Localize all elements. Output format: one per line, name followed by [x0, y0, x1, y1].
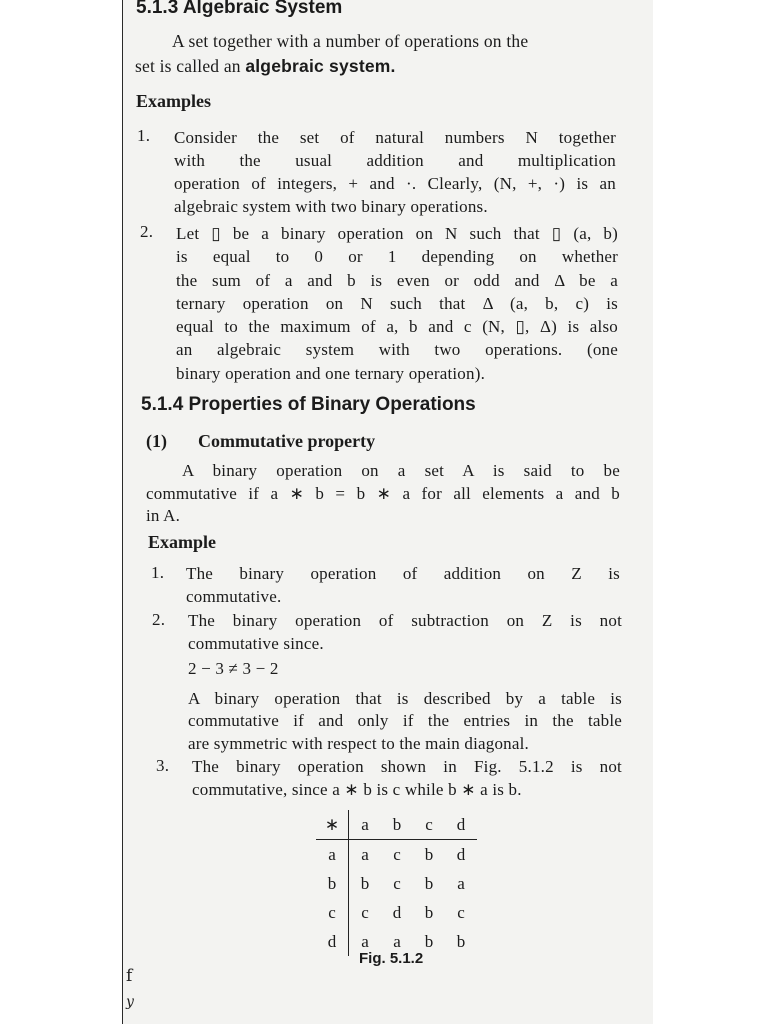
table-cell: a: [361, 844, 369, 864]
intro-line-1: A set together with a number of operations on the: [172, 31, 529, 51]
table-row-head: b: [316, 869, 349, 898]
commutative-title: Commutative property: [198, 431, 376, 451]
example-2-text: [176, 222, 618, 385]
table-header-row: [316, 810, 477, 840]
table-cell: a: [361, 931, 369, 951]
example-1-text: [174, 126, 616, 218]
intro-line-2-prefix: set is called an: [135, 56, 246, 76]
commutative-definition: [146, 460, 620, 528]
table-row: [316, 840, 477, 870]
example-2-number: 2.: [140, 222, 154, 241]
comm-example-2-line: are symmetric with respect to the main diagonal.: [188, 733, 529, 753]
table-cell: d: [456, 844, 466, 864]
margin-mark: f: [126, 966, 133, 986]
example-1-line: algebraic system with two binary operations.: [174, 197, 488, 216]
example-1-line: with the usual addition and multiplication: [174, 151, 616, 170]
comm-example-3-text: [192, 756, 622, 801]
table-row-head: a: [316, 840, 349, 870]
table-cell: b: [424, 873, 434, 893]
figure-caption: Fig. 5.1.2: [359, 950, 424, 967]
section-title-513: 5.1.3 Algebraic System: [136, 0, 343, 18]
table-row: [316, 898, 477, 927]
table-cell: c: [393, 873, 401, 893]
comm-example-2-line: commutative since.: [188, 633, 324, 653]
section-title-514: 5.1.4 Properties of Binary Operations: [141, 394, 476, 415]
operation-table: [316, 810, 477, 956]
table-corner-symbol: ∗: [316, 810, 349, 840]
example-2-line: Let ▯ be a binary operation on N such that ▯ (a, b): [176, 224, 618, 243]
commutative-number: (1): [146, 431, 167, 451]
table-cell: b: [360, 873, 370, 893]
example-2-line: ternary operation on N such that Δ (a, b, c) is: [176, 293, 618, 313]
comm-example-3-number: 3.: [156, 756, 170, 775]
intro-line-2: [135, 56, 396, 77]
table-cell: d: [392, 902, 402, 922]
example-2-line: the sum of a and b is even or odd and Δ be a: [176, 270, 618, 290]
example-2-line: an algebraic system with two operations. (one: [176, 340, 618, 360]
example-1-number: 1.: [137, 126, 151, 145]
definition-line: A binary operation on a set A is said to be: [182, 461, 620, 480]
comm-example-3-line: commutative, since a ∗ b is c while b ∗ a is b.: [192, 779, 522, 799]
table-row: [316, 869, 477, 898]
comm-example-2-line: commutative if and only if the entries in the table: [188, 711, 622, 730]
comm-example-3-line: The binary operation shown in Fig. 5.1.2 is not: [192, 757, 622, 776]
table-cell: a: [393, 931, 401, 951]
comm-example-1-line: commutative.: [186, 586, 282, 606]
table-cell: a: [457, 873, 465, 893]
example-2-line: is equal to 0 or 1 depending on whether: [176, 247, 618, 267]
table-cell: c: [457, 902, 465, 922]
comm-example-1-line: The binary operation of addition on Z is: [186, 564, 620, 583]
table-row-head: d: [316, 927, 349, 956]
example-heading: Example: [148, 532, 217, 552]
table-cell: b: [424, 844, 434, 864]
comm-example-2-text: [188, 610, 622, 755]
intro-term-algebraic-system: algebraic system.: [245, 56, 396, 76]
table-cell: b: [424, 931, 434, 951]
table-header-cell: b: [381, 810, 413, 840]
comm-example-2-line: The binary operation of subtraction on Z is not: [188, 611, 622, 630]
margin-mark: y: [126, 994, 134, 1010]
inequality-equation: 2 − 3 ≠ 3 − 2: [188, 659, 279, 678]
definition-line: commutative if a ∗ b = b ∗ a for all elements a and b: [146, 483, 620, 503]
table-cell: c: [361, 902, 369, 922]
examples-heading: Examples: [136, 91, 212, 111]
example-1-line: Consider the set of natural numbers N together: [174, 128, 616, 147]
comm-example-2-line: A binary operation that is described by a table is: [188, 688, 622, 708]
example-1-line: operation of integers, + and ·. Clearly, (N, +, ·) is an: [174, 174, 616, 193]
comm-example-1-number: 1.: [151, 563, 165, 582]
example-2-line: equal to the maximum of a, b and c (N, ▯, Δ) is also: [176, 317, 618, 337]
table-cell: b: [424, 902, 434, 922]
table-header-cell: a: [349, 810, 382, 840]
comm-example-2-number: 2.: [152, 610, 166, 629]
comm-example-1-text: [186, 563, 620, 608]
definition-line: in A.: [146, 506, 181, 525]
example-2-line: binary operation and one ternary operation).: [176, 363, 486, 383]
table-cell: b: [456, 931, 466, 951]
table-row-head: c: [316, 898, 349, 927]
table-header-cell: d: [445, 810, 477, 840]
table-header-cell: c: [413, 810, 445, 840]
table-cell: c: [393, 844, 401, 864]
